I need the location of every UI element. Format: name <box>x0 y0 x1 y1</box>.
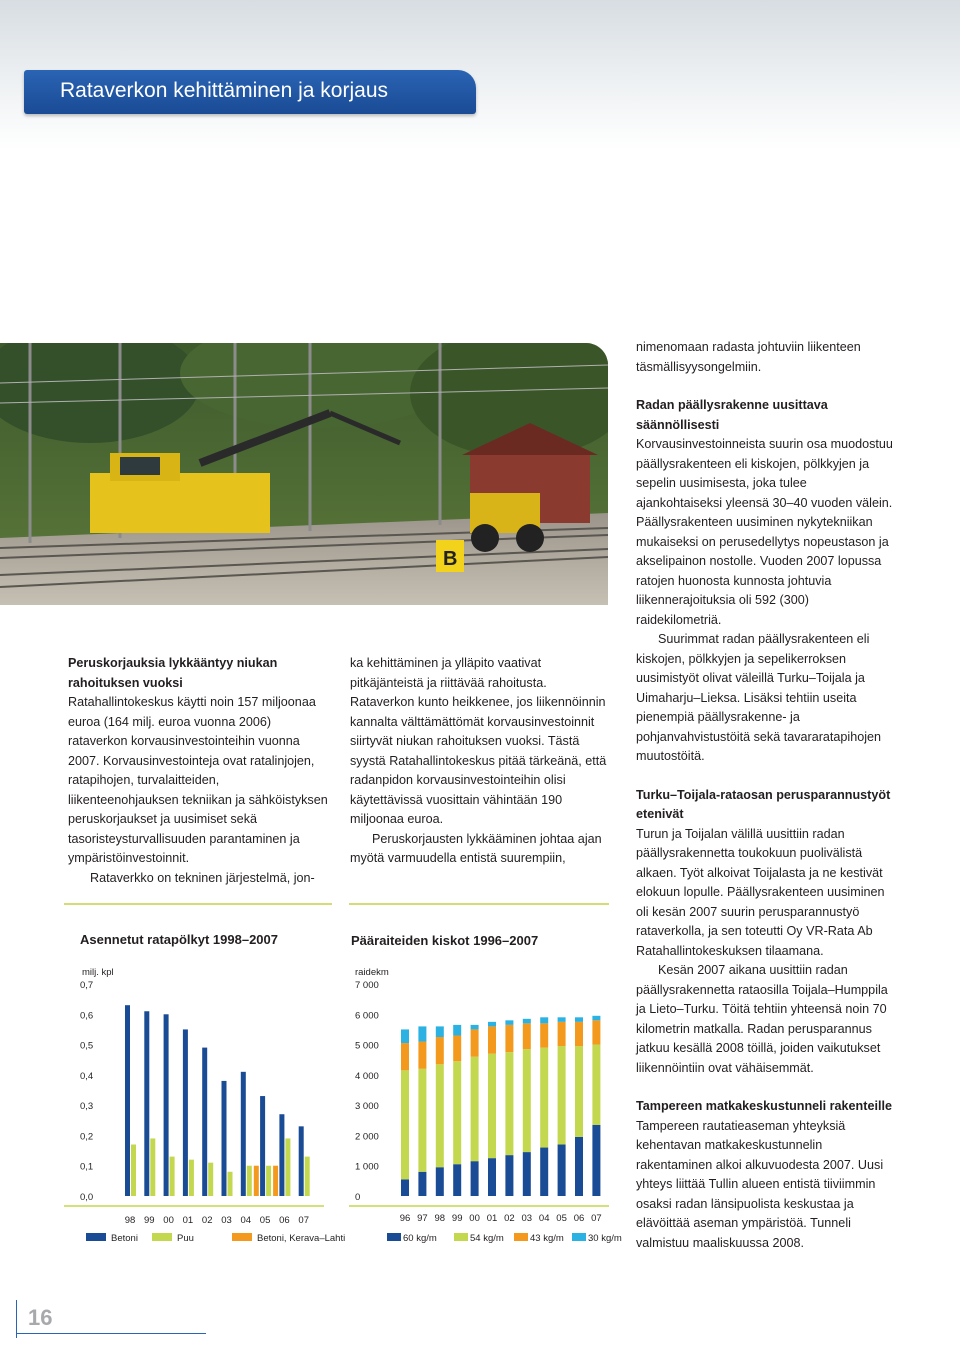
mid-para-1: ka kehittäminen ja ylläpito vaativat pitkäjänteistä ja riittävää rahoitusta. Rataverkon kunto heikkenee, jos liikennöinnin kannalta välttämättömät korvausinvestoinnit siirtyvät niukan rahoituksen vuoksi. Tästä syystä Ratahallintokeskus pitää tärkeänä, että radanpidon korvausinvestointeihin olisi käytettävissä vuosittain vähintään 190 miljoonaa euroa. <box>350 656 607 826</box>
chart2-legend-label: 54 kg/m <box>470 1233 504 1244</box>
chart1-bar-betoni-kerava-lahti <box>273 1166 278 1196</box>
right-para-5: Tampereen rautatieaseman yhteyksiä kehentavan matkakeskustunnelin rakentaminen alkoi alkuvuodesta 2007. Uusi yhteys liittää Tullin alueen entistä tiiviimmin osaksi radan länsipuolista keskustaa ja elävöittää aseman ympäristöä. Tunneli valmistuu maaliskuussa 2008. <box>636 1118 884 1250</box>
chart1-legend-label: Betoni, Kerava–Lahti <box>257 1233 346 1244</box>
chart2-top-rule <box>349 903 609 905</box>
chart2-legend-swatch <box>387 1233 401 1241</box>
chart1-xtick: 05 <box>259 1215 271 1226</box>
chart1-legend-swatch <box>86 1233 106 1241</box>
chart1-svg <box>64 960 346 1260</box>
chart2-bar-segment-30 <box>401 1029 409 1043</box>
chart2-bar-segment-30 <box>488 1022 496 1027</box>
page-title: Rataverkon kehittäminen ja korjaus <box>60 79 389 102</box>
chart2-xtick: 96 <box>399 1213 411 1224</box>
chart2-xtick: 97 <box>417 1213 428 1224</box>
chart2-bar-segment-30 <box>575 1017 583 1022</box>
chart1-bar-betoni-kerava-lahti <box>254 1166 259 1196</box>
chart2-ytick: 4 000 <box>355 1070 379 1082</box>
chart1-ylabel: milj. kpl <box>82 967 114 978</box>
chart2-bar-segment-60 <box>401 1179 409 1196</box>
chart1-legend-swatch <box>152 1233 172 1241</box>
chart1-ytick: 0,6 <box>80 1010 94 1022</box>
chart2-ylabel: raidekm <box>355 967 389 978</box>
chart1-bar-puu <box>208 1163 213 1196</box>
right-para-4: Kesän 2007 aikana uusittiin radan päällysrakennetta rataosilla Toijala–Humppila ja Lieto–Turku. Töitä tehtiin yhteensä noin 70 kilometrin matkalla. Radan perusparannus jatkuu kesällä 2008 töillä, joiden vaikutukset liikennöintiin ovat vähäisemmät. <box>636 963 888 1075</box>
chart1-xtick: 06 <box>279 1215 290 1226</box>
right-para-1: Korvausinvestoinneista suurin osa muodostuu päällysrakenteen eli kiskojen, pölkkyjen ja sepelin uusimisesta, joka tulee ajankohtaiseksi yleensä 30–40 vuoden välein. Päällysrakenteen uusiminen nykytekniikan mukaiseksi on perusedellytys nopeustason ja akselipainon nostolle. Vuoden 2007 lopussa ratojen huonosta kunnosta johtuvia liikennerajoituksia oli 592 (300) raidekilometriä. <box>636 437 893 627</box>
chart1-top-rule <box>64 903 332 905</box>
chart2-bar-segment-60 <box>505 1155 513 1196</box>
chart1-bar-betoni <box>144 1011 149 1196</box>
chart2-xtick: 99 <box>451 1213 463 1224</box>
chart2-xtick: 04 <box>538 1213 550 1224</box>
chart2-bar-segment-43 <box>505 1025 513 1052</box>
chart1-xtick: 00 <box>163 1215 174 1226</box>
chart2-xtick: 07 <box>591 1213 602 1224</box>
chart2-ytick: 2 000 <box>355 1131 379 1143</box>
chart1-ytick: 0,4 <box>80 1070 94 1082</box>
chart1-bar-betoni <box>183 1029 188 1196</box>
chart2-bar-segment-54 <box>471 1057 479 1161</box>
chart2-bar-segment-54 <box>523 1049 531 1152</box>
chart2-xtick: 03 <box>521 1213 533 1224</box>
chart1-bar-puu <box>305 1157 310 1196</box>
chart1-title: Asennetut ratapölkyt 1998–2007 <box>80 932 278 947</box>
railway-photo <box>0 343 608 605</box>
chart1-bar-puu <box>131 1145 136 1196</box>
chart2-xtick: 00 <box>469 1213 480 1224</box>
chart2-bar-segment-54 <box>401 1070 409 1179</box>
chart2-xtick: 02 <box>504 1213 515 1224</box>
right-para-2: Suurimmat radan päällysrakenteen eli kiskojen, pölkkyjen ja sepelikerroksen uusimistyöt olivat väleillä Turku–Toijala ja Uimaharju–Lieksa. Lisäksi tehtiin useita pienempiä päällysrakenne- ja pohjanvahvistustöitä sekä tavararatapihojen muutostöitä. <box>636 632 882 763</box>
left-para-2: Rataverkko on tekninen järjestelmä, jon- <box>90 870 315 885</box>
sign-letter: B <box>443 548 458 570</box>
chart2-bar-segment-60 <box>558 1145 566 1196</box>
chart2-bar-segment-54 <box>575 1046 583 1137</box>
chart1-ytick: 0,2 <box>80 1131 94 1143</box>
chart2-bar-segment-54 <box>540 1048 548 1148</box>
chart1-bar-betoni <box>164 1014 169 1196</box>
chart1-bar-puu <box>285 1138 290 1196</box>
chart2-bar-segment-60 <box>471 1161 479 1196</box>
chart2-legend-label: 60 kg/m <box>403 1233 437 1244</box>
chart2-bar-segment-30 <box>505 1020 513 1025</box>
chart2-ytick: 6 000 <box>355 1010 379 1022</box>
chart2-ytick: 7 000 <box>355 980 379 991</box>
chart2-bar-segment-43 <box>488 1026 496 1053</box>
chart2-bar-segment-30 <box>540 1017 548 1023</box>
chart2-title: Pääraiteiden kiskot 1996–2007 <box>351 933 539 948</box>
chart2-bar-segment-30 <box>592 1016 600 1021</box>
chart1-bar-puu <box>170 1157 175 1196</box>
left-heading: Peruskorjauksia lykkääntyy niukan rahoituksen vuoksi <box>68 656 278 690</box>
chart2-legend-swatch <box>514 1233 528 1241</box>
chart2-bar-segment-43 <box>575 1022 583 1046</box>
chart2-bar-segment-30 <box>436 1026 444 1037</box>
chart2-bar-segment-43 <box>540 1023 548 1047</box>
chart2-bar-segment-30 <box>471 1025 479 1030</box>
chart2-bar-segment-54 <box>488 1054 496 1158</box>
chart2-bar-segment-43 <box>453 1035 461 1061</box>
chart2-bar-segment-60 <box>540 1148 548 1196</box>
chart1-xtick: 04 <box>240 1215 252 1226</box>
chart2-bar-segment-30 <box>558 1017 566 1022</box>
chart2-bar-segment-30 <box>523 1019 531 1024</box>
chart1-bar-betoni <box>299 1126 304 1196</box>
middle-column <box>350 654 610 869</box>
chart1-bar-puu <box>150 1138 155 1196</box>
chart2-legend-label: 30 kg/m <box>588 1233 622 1244</box>
chart2-bar-segment-60 <box>575 1137 583 1196</box>
chart2-bar-segment-54 <box>558 1046 566 1144</box>
chart1-ytick: 0,1 <box>80 1161 94 1173</box>
chart1-ytick: 0,0 <box>80 1192 94 1203</box>
mid-para-2: Peruskorjausten lykkääminen johtaa ajan myötä varmuudella entistä suurempiin, <box>350 831 602 865</box>
chart2-bar-segment-43 <box>436 1037 444 1064</box>
chart1-xtick: 01 <box>182 1215 194 1226</box>
chart2-ytick: 5 000 <box>355 1040 379 1052</box>
chart1-bar-puu <box>266 1166 271 1196</box>
chart1-ytick: 0,7 <box>80 980 94 991</box>
chart1-xtick: 07 <box>298 1215 309 1226</box>
chart1-bar-betoni <box>125 1005 130 1196</box>
chart2-bar-segment-43 <box>471 1029 479 1056</box>
chart1-bar-betoni <box>222 1081 227 1196</box>
chart2-bar-segment-54 <box>453 1061 461 1164</box>
right-column <box>636 338 894 1253</box>
chart2-bar-segment-30 <box>453 1025 461 1036</box>
chart2-xtick: 98 <box>434 1213 446 1224</box>
chart2-bar-segment-60 <box>488 1158 496 1196</box>
chart1-ytick: 0,3 <box>80 1101 94 1113</box>
chart2-xtick: 05 <box>556 1213 567 1224</box>
chart2-bar-segment-54 <box>418 1069 426 1172</box>
chart2-bar-segment-43 <box>401 1043 409 1070</box>
chart2-ytick: 3 000 <box>355 1101 379 1113</box>
chart1-xtick: 03 <box>221 1215 232 1226</box>
chart1-bar-puu <box>228 1172 233 1196</box>
chart1-xtick: 99 <box>144 1215 155 1226</box>
page-number: 16 <box>28 1305 53 1330</box>
chart2-bar-segment-60 <box>453 1164 461 1196</box>
left-para-1: Ratahallintokeskus käytti noin 157 miljoonaa euroa (164 milj. euroa vuonna 2006) rataverkon korvausinvestointeihin vuonna 2007. Korvausinvestointeja ovat ratalinjojen, ratapihojen, turvalaitteiden, liikenteenohjauksen tekniikan ja sähköistyksen peruskorjaukset ja uusimiset sekä tasoristeysturvallisuuden parantaminen ja ympäristöinvestoinnit. <box>68 695 328 865</box>
chart2-xtick: 06 <box>573 1213 585 1224</box>
chart2-bar-segment-43 <box>592 1020 600 1044</box>
right-heading-3: Tampereen matkakeskustunneli rakenteille <box>636 1099 892 1113</box>
chart1-bar-puu <box>189 1160 194 1196</box>
chart1-xtick: 02 <box>201 1215 213 1226</box>
chart2-bar-segment-54 <box>436 1064 444 1167</box>
left-column <box>68 654 330 888</box>
chart2-bar-segment-43 <box>523 1023 531 1049</box>
chart1-bar-betoni <box>260 1096 265 1196</box>
chart2-svg <box>349 962 622 1262</box>
chart2-xtick: 01 <box>486 1213 498 1224</box>
chart1-bar-betoni <box>279 1114 284 1196</box>
chart1-bar-betoni <box>241 1072 246 1196</box>
chart2-bar-segment-54 <box>592 1045 600 1125</box>
chart2-bar-segment-60 <box>523 1152 531 1196</box>
chart2-legend-swatch <box>454 1233 468 1241</box>
chart2-bar-segment-43 <box>418 1042 426 1069</box>
page-number-line-horizontal <box>16 1333 206 1334</box>
chart2-bar-segment-60 <box>418 1172 426 1196</box>
chart1-bar-betoni <box>202 1048 207 1196</box>
chart1-ytick: 0,5 <box>80 1040 94 1052</box>
chart1-legend-swatch <box>232 1233 252 1241</box>
title-bar <box>24 70 476 114</box>
chart2-bar-segment-54 <box>505 1052 513 1155</box>
chart2-legend-label: 43 kg/m <box>530 1233 564 1244</box>
right-heading-1: Radan päällysrakenne uusittava säännöllisesti <box>636 398 828 432</box>
chart1-bar-puu <box>247 1166 252 1196</box>
right-intro: nimenomaan radasta johtuviin liikenteen täsmällisyysongelmiin. <box>636 340 861 374</box>
right-para-3: Turun ja Toijalan välillä uusittiin radan päällysrakennetta toukokuun puolivälistä alkaen. Työt alkoivat Toijalasta ja ne kestivät elokuun lopulle. Päällysrakenteen uusiminen oli kesän 2007 suurin perusparannustyö rataverkolla, ja sen toteutti Oy VR-Rata Ab Ratahallintokeskuksen tilaamana. <box>636 826 885 958</box>
chart1-legend-label: Betoni <box>111 1233 138 1244</box>
chart2-legend-swatch <box>572 1233 586 1241</box>
chart2-ytick: 0 <box>355 1192 361 1203</box>
chart2-bar-segment-60 <box>436 1167 444 1196</box>
right-heading-2: Turku–Toijala-rataosan perusparannustyöt etenivät <box>636 787 891 821</box>
chart2-ytick: 1 000 <box>355 1161 379 1173</box>
chart1-xtick: 98 <box>124 1215 136 1226</box>
chart2-bar-segment-30 <box>418 1026 426 1041</box>
chart1-legend-label: Puu <box>177 1233 194 1244</box>
chart2-bar-segment-60 <box>592 1125 600 1196</box>
chart2-bar-segment-43 <box>558 1022 566 1046</box>
